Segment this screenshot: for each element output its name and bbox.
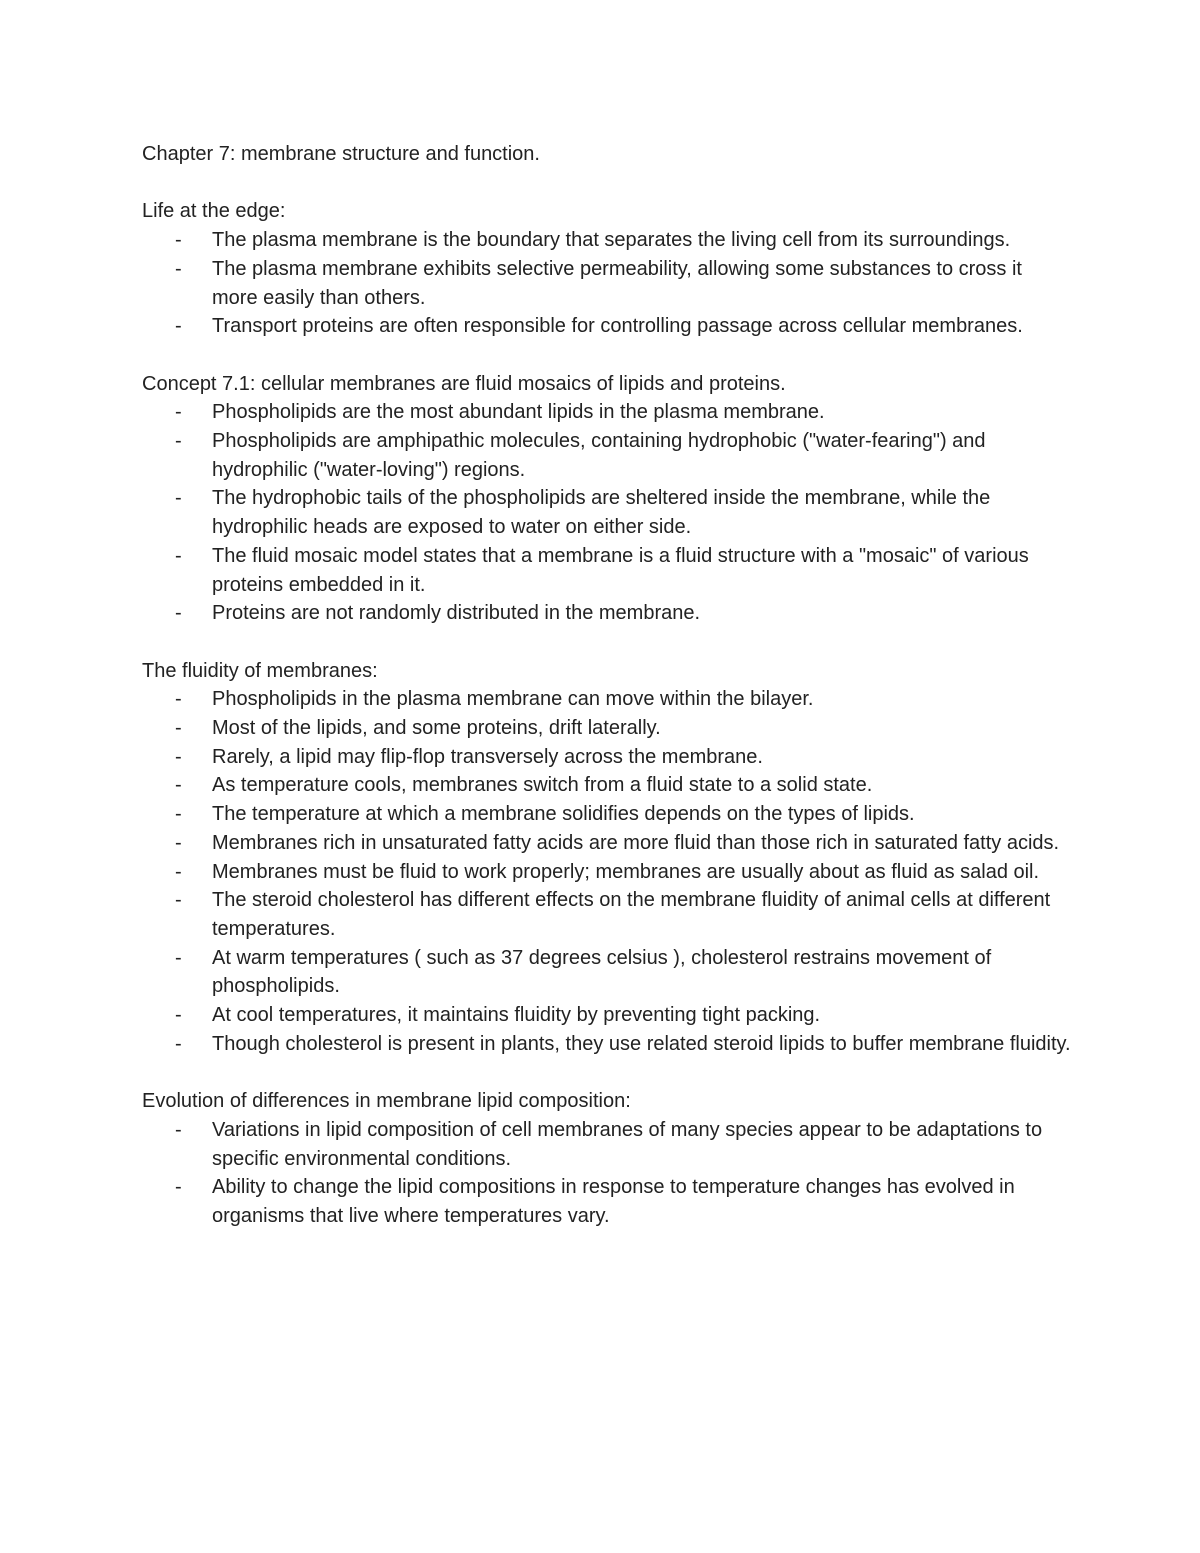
list-item xyxy=(142,398,1072,427)
list-item-text: Ability to change the lipid compositions in response to temperature changes has evolved in organisms that live where temperatures vary. xyxy=(212,1176,1015,1227)
list-item xyxy=(142,312,1072,341)
list-item xyxy=(142,1001,1072,1030)
list-item xyxy=(142,226,1072,255)
list-item xyxy=(142,427,1072,484)
dash-bullet-icon: - xyxy=(175,1004,182,1027)
document-content xyxy=(142,140,1072,1231)
list-item-text: The fluid mosaic model states that a membrane is a fluid structure with a "mosaic" of various proteins embedded in it. xyxy=(212,544,1029,596)
dash-bullet-icon: - xyxy=(175,717,182,740)
dash-bullet-icon: - xyxy=(175,1118,182,1141)
list-item xyxy=(142,743,1072,772)
dash-bullet-icon: - xyxy=(175,774,182,797)
dash-bullet-icon: - xyxy=(175,430,182,452)
list-item-text: The plasma membrane exhibits selective permeability, allowing some substances to cross it more easily than others. xyxy=(212,257,1022,309)
dash-bullet-icon: - xyxy=(175,745,182,768)
list-item-text: The hydrophobic tails of the phospholipids are sheltered inside the membrane, while the hydrophilic heads are exposed to water on either side. xyxy=(212,487,991,539)
dash-bullet-icon: - xyxy=(175,401,182,424)
list-item xyxy=(142,1173,1072,1230)
dash-bullet-icon: - xyxy=(175,1032,182,1055)
section-heading: Life at the edge: xyxy=(142,200,286,223)
list-item xyxy=(142,1116,1072,1173)
list-item-text: Though cholesterol is present in plants, they use related steroid lipids to buffer membrane fluidity. xyxy=(212,1032,1071,1055)
dash-bullet-icon: - xyxy=(175,315,182,338)
bullet-list xyxy=(142,1116,1072,1231)
list-item-text: Proteins are not randomly distributed in the membrane. xyxy=(212,602,701,625)
list-item-text: Most of the lipids, and some proteins, drift laterally. xyxy=(212,717,661,740)
list-item-text: The temperature at which a membrane solidifies depends on the types of lipids. xyxy=(212,803,915,826)
dash-bullet-icon: - xyxy=(175,803,182,826)
list-item-text: Transport proteins are often responsible for controlling passage across cellular membranes. xyxy=(212,315,1023,338)
section xyxy=(142,370,1072,628)
dash-bullet-icon: - xyxy=(175,544,182,567)
list-item xyxy=(142,771,1072,800)
list-item-text: As temperature cools, membranes switch from a fluid state to a solid state. xyxy=(212,774,873,797)
list-item-text: Phospholipids are amphipathic molecules, containing hydrophobic ("water-fearing") and hydrophilic ("water-loving") regions. xyxy=(212,430,986,481)
bullet-list xyxy=(142,226,1072,341)
list-item-text: Phospholipids are the most abundant lipids in the plasma membrane. xyxy=(212,401,825,424)
section-heading: Concept 7.1: cellular membranes are fluid mosaics of lipids and proteins. xyxy=(142,372,786,395)
list-item-text: Membranes must be fluid to work properly; membranes are usually about as fluid as salad oil. xyxy=(212,860,1040,883)
list-item-text: The steroid cholesterol has different effects on the membrane fluidity of animal cells at different temperatures. xyxy=(212,889,1051,940)
list-item-text: Membranes rich in unsaturated fatty acids are more fluid than those rich in saturated fatty acids. xyxy=(212,831,1060,854)
list-item xyxy=(142,858,1072,887)
dash-bullet-icon: - xyxy=(175,688,182,711)
bullet-list xyxy=(142,685,1072,1058)
list-item xyxy=(142,685,1072,714)
dash-bullet-icon: - xyxy=(175,1176,182,1199)
section xyxy=(142,197,1072,341)
dash-bullet-icon: - xyxy=(175,946,182,969)
list-item xyxy=(142,1030,1072,1059)
page-title: Chapter 7: membrane structure and function. xyxy=(142,143,540,165)
list-item-text: Phospholipids in the plasma membrane can move within the bilayer. xyxy=(212,688,814,711)
dash-bullet-icon: - xyxy=(175,889,182,912)
list-item-text: At cool temperatures, it maintains fluidity by preventing tight packing. xyxy=(212,1004,821,1027)
list-item xyxy=(142,886,1072,943)
bullet-list xyxy=(142,398,1072,628)
list-item xyxy=(142,255,1072,312)
list-item xyxy=(142,599,1072,628)
list-item xyxy=(142,542,1072,599)
dash-bullet-icon: - xyxy=(175,831,182,854)
list-item xyxy=(142,944,1072,1001)
dash-bullet-icon: - xyxy=(175,860,182,883)
dash-bullet-icon: - xyxy=(175,257,182,280)
dash-bullet-icon: - xyxy=(175,602,182,625)
list-item-text: At warm temperatures ( such as 37 degrees celsius ), cholesterol restrains movement of phospholipids. xyxy=(212,946,992,998)
section-heading: The fluidity of membranes: xyxy=(142,659,378,682)
list-item xyxy=(142,714,1072,743)
section-heading: Evolution of differences in membrane lipid composition: xyxy=(142,1090,631,1113)
list-item xyxy=(142,484,1072,541)
list-item-text: Variations in lipid composition of cell membranes of many species appear to be adaptations to specific environmental conditions. xyxy=(212,1118,1043,1170)
dash-bullet-icon: - xyxy=(175,229,182,252)
dash-bullet-icon: - xyxy=(175,487,182,510)
section xyxy=(142,657,1072,1059)
list-item-text: Rarely, a lipid may flip-flop transversely across the membrane. xyxy=(212,745,763,768)
list-item-text: The plasma membrane is the boundary that separates the living cell from its surroundings. xyxy=(212,229,1011,252)
list-item xyxy=(142,829,1072,858)
list-item xyxy=(142,800,1072,829)
section xyxy=(142,1087,1072,1231)
sections-container xyxy=(142,197,1072,1230)
